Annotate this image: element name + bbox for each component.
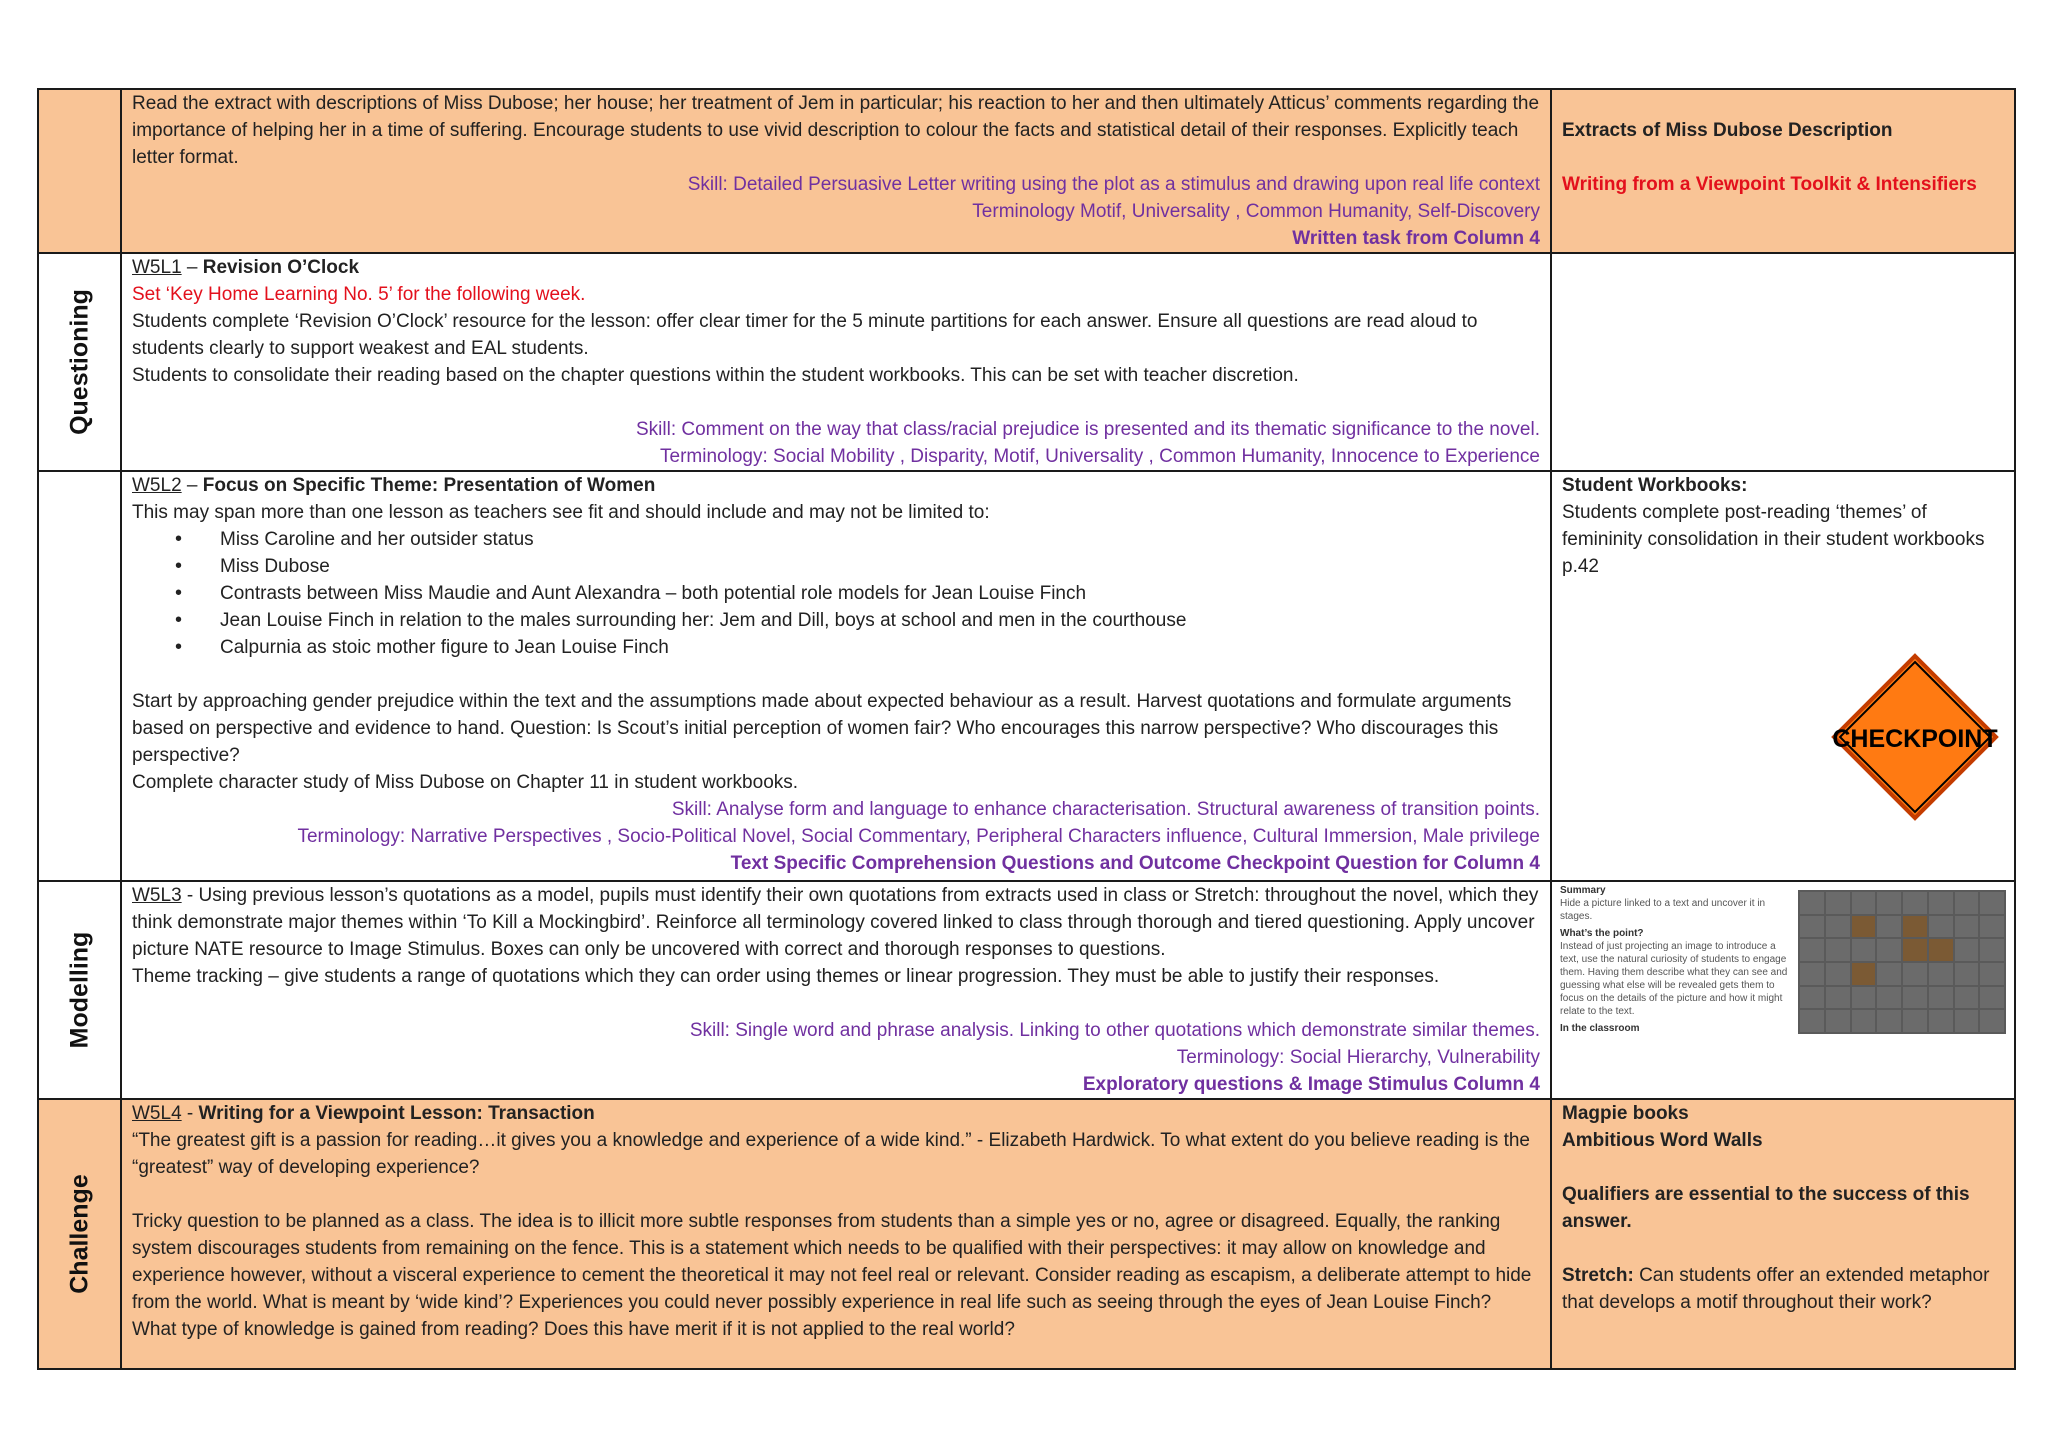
terminology-line: Terminology Motif, Universality , Common Humanity, Self-Discovery (972, 201, 1540, 222)
row-side-cell (38, 89, 121, 253)
lesson-description: Theme tracking – give students a range of quotations which they can order using themes or linear progression. They must be able to justify their responses. (132, 966, 1440, 987)
resources-cell (1551, 89, 2015, 253)
row-side-cell (38, 253, 121, 471)
point-text: Instead of just projecting an image to introduce a text, use the natural curiosity of students to engage them. Having them describe what they can see and guessing what else will be revealed gets them to focus on the details of the picture and how it might relate to the text. (1560, 941, 1788, 1017)
lesson-title: Focus on Specific Theme: Presentation of Women (202, 475, 656, 496)
resource-text: Students complete post-reading ‘themes’ of femininity consolidation in their student workbooks p.42 (1562, 502, 1985, 577)
list-item: • Calpurnia as stoic mother figure to Jean Louise Finch (220, 634, 1540, 661)
lesson-row-w5l4 (38, 1099, 2015, 1369)
resource-qualifiers: Qualifiers are essential to the success of this answer. (1562, 1184, 1970, 1232)
lesson-title: Revision O’Clock (202, 257, 360, 278)
terminology-line: Terminology: Social Hierarchy, Vulnerability (1176, 1047, 1540, 1068)
lesson-quote: “The greatest gift is a passion for reading…it gives you a knowledge and experience of a wide kind.” - Elizabeth Hardwick. To what extent do you believe reading is the “greatest” way of developing experience? (132, 1130, 1530, 1178)
resource-extracts: Extracts of Miss Dubose Description (1562, 120, 1893, 141)
theme-bullet-list (132, 526, 1540, 661)
stretch-text: Can students offer an extended metaphor that develops a motif throughout their work? (1562, 1265, 1990, 1313)
skill-line: Skill: Single word and phrase analysis. Linking to other quotations which demonstrate similar themes. (689, 1020, 1540, 1041)
lesson-row-w5l3 (38, 881, 2015, 1099)
lesson-extra: Complete character study of Miss Dubose on Chapter 11 in student workbooks. (132, 772, 799, 793)
lesson-code: W5L2 (132, 475, 182, 496)
terminology-line: Terminology: Narrative Perspectives , Socio-Political Novel, Social Commentary, Peripheral Characters influence, Cultural Immersion, Male privilege (297, 826, 1540, 847)
resource-toolkit: Writing from a Viewpoint Toolkit & Intensifiers (1562, 174, 1977, 195)
lesson-code: W5L3 (132, 885, 182, 906)
resource-word-walls: Ambitious Word Walls (1562, 1130, 1763, 1151)
side-label-challenge: Challenge (65, 1174, 93, 1294)
lesson-description: Students complete ‘Revision O’Clock’ resource for the lesson: offer clear timer for the 5 minute partitions for each answer. Ensure all questions are read aloud to students clearly to support weakest and EAL students. (132, 311, 1478, 359)
resources-cell (1551, 471, 2015, 881)
uncover-picture-text (1552, 880, 1798, 1058)
side-label-modelling: Modelling (65, 931, 93, 1049)
task-line: Exploratory questions & Image Stimulus Column 4 (1082, 1074, 1540, 1095)
lesson-paragraph: Start by approaching gender prejudice within the text and the assumptions made about expected behaviour as a result. Harvest quotations and formulate arguments based on perspective and evidence to hand. Question: Is Scout’s initial perception of women fair? Who encourages this narrow perspective? Who discourages this perspective? (132, 691, 1512, 766)
resource-magpie: Magpie books (1562, 1103, 1689, 1124)
lesson-code: W5L1 (132, 257, 182, 278)
resource-stretch (1562, 1262, 2004, 1316)
lesson-description: Using previous lesson’s quotations as a model, pupils must identify their own quotations from extracts used in class or Stretch: throughout the novel, which they think demonstrate major themes within ‘To Kill a Mockingbird’. Reinforce all terminology covered linked to class through thorough and tiered questioning. Apply uncover picture NATE resource to Image Stimulus. Boxes can only be uncovered with correct and thorough responses to questions. (132, 885, 1539, 960)
lesson-code: W5L4 (132, 1103, 182, 1124)
side-label-questioning: Questioning (65, 289, 93, 435)
uncover-picture-grid (1798, 890, 2006, 1034)
list-item: • Contrasts between Miss Maudie and Aunt Alexandra – both potential role models for Jean Louise Finch (220, 580, 1540, 607)
uncover-picture-resource (1552, 880, 2014, 1058)
skill-line: Skill: Comment on the way that class/racial prejudice is presented and its thematic significance to the novel. (635, 419, 1540, 440)
resources-cell (1551, 253, 2015, 471)
lesson-row-w5l2 (38, 471, 2015, 881)
task-line: Written task from Column 4 (1292, 228, 1540, 249)
checkpoint-sign-text: CHECKPOINT (1832, 725, 1998, 753)
stretch-label: Stretch: (1562, 1265, 1634, 1286)
lesson-row-letter (38, 89, 2015, 253)
resource-heading: Student Workbooks: (1562, 475, 1748, 496)
lesson-content-cell: W5L3 - Using previous lesson’s quotations as a model, pupils must identify their own quotations from extracts used in class or Stretch: throughout the novel, which they think demonstrate major themes within ‘To Kill a Mockingbird’. Reinforce all terminology covered linked to class through thorough and tiered questioning. Apply uncover picture NATE resource to Image Stimulus. Boxes can only be uncovered with correct and thorough responses to questions. Theme tracking – give students a range of quotations which they can order using themes or linear progression. They must be able to justify their responses. Skill: Single word and phrase analysis. Linking to other quotations which demonstrate similar themes. Terminology: Social Hierarchy, Vulnerability Exploratory questions & Image Stimulus Column 4 (121, 881, 1551, 1099)
checkpoint-icon (1830, 652, 2000, 822)
row-side-cell (38, 1099, 121, 1369)
terminology-line: Terminology: Social Mobility , Disparity, Motif, Universality , Common Humanity, Innocence to Experience (660, 446, 1540, 467)
lesson-content-cell: W5L4 - Writing for a Viewpoint Lesson: Transaction “The greatest gift is a passion for reading…it gives you a knowledge and experience of a wide kind.” - Elizabeth Hardwick. To what extent do you believe reading is the “greatest” way of developing experience? Tricky question to be planned as a class. The idea is to illicit more subtle responses from students than a simple yes or no, agree or disagreed. Equally, the ranking system discourages students from remaining on the fence. This is a statement which needs to be qualified with their perspectives: it may allow on knowledge and experience however, without a visceral experience to cement the theoretical it may not feel real or relevant. Consider reading as escapism, a deliberate attempt to hide from the world. What is meant by ‘wide kind’? Experiences you could never possibly experience in real life such as seeing through the eyes of Jean Louise Finch? What type of knowledge is gained from reading? Does this have merit if it is not applied to the real world? (121, 1099, 1551, 1369)
skill-line: Skill: Detailed Persuasive Letter writing using the plot as a stimulus and drawing upon real life context (687, 174, 1540, 195)
lesson-row-w5l1 (38, 253, 2015, 471)
set-homework-line: Set ‘Key Home Learning No. 5’ for the following week. (132, 284, 586, 305)
resources-cell (1551, 881, 2015, 1099)
lesson-intro: This may span more than one lesson as teachers see fit and should include and may not be limited to: (132, 502, 990, 523)
lesson-description: Read the extract with descriptions of Miss Dubose; her house; her treatment of Jem in particular; his reaction to her and then ultimately Atticus’ comments regarding the importance of helping her in a time of suffering. Encourage students to use vivid description to colour the facts and statistical detail of their responses. Explicitly teach letter format. (132, 93, 1540, 168)
lesson-plan-table (37, 88, 2016, 1370)
lesson-content-cell: W5L1 – Revision O’Clock Set ‘Key Home Learning No. 5’ for the following week. Students complete ‘Revision O’Clock’ resource for the lesson: offer clear timer for the 5 minute partitions for each answer. Ensure all questions are read aloud to students clearly to support weakest and EAL students. Students to consolidate their reading based on the chapter questions within the student workbooks. This can be set with teacher discretion. Skill: Comment on the way that class/racial prejudice is presented and its thematic significance to the novel. Terminology: Social Mobility , Disparity, Motif, Universality , Common Humanity, Innocence to Experience (121, 253, 1551, 471)
lesson-description: Students to consolidate their reading based on the chapter questions within the student workbooks. This can be set with teacher discretion. (132, 365, 1299, 386)
summary-text: Hide a picture linked to a text and uncover it in stages. (1560, 898, 1766, 922)
list-item: • Jean Louise Finch in relation to the males surrounding her: Jem and Dill, boys at school and men in the courthouse (220, 607, 1540, 634)
skill-line: Skill: Analyse form and language to enhance characterisation. Structural awareness of transition points. (671, 799, 1540, 820)
task-line: Text Specific Comprehension Questions and Outcome Checkpoint Question for Column 4 (730, 853, 1540, 874)
lesson-title: Writing for a Viewpoint Lesson: Transaction (198, 1103, 595, 1124)
summary-heading: Summary (1560, 885, 1606, 896)
list-item: • Miss Caroline and her outsider status (220, 526, 1540, 553)
checkpoint-sign (1562, 652, 2004, 822)
resources-cell (1551, 1099, 2015, 1369)
list-item: • Miss Dubose (220, 553, 1540, 580)
lesson-content-cell (121, 89, 1551, 253)
class-heading: In the classroom (1560, 1023, 1640, 1034)
row-side-cell (38, 881, 121, 1099)
point-heading: What’s the point? (1560, 928, 1644, 939)
row-side-cell (38, 471, 121, 881)
lesson-paragraph: Tricky question to be planned as a class. The idea is to illicit more subtle responses from students than a simple yes or no, agree or disagreed. Equally, the ranking system discourages students from remaining on the fence. This is a statement which needs to be qualified with their perspectives: it may allow on knowledge and experience however, without a visceral experience to cement the theoretical it may not feel real or relevant. Consider reading as escapism, a deliberate attempt to hide from the world. What is meant by ‘wide kind’? Experiences you could never possibly experience in real life such as seeing through the eyes of Jean Louise Finch? What type of knowledge is gained from reading? Does this have merit if it is not applied to the real world? (132, 1211, 1532, 1340)
lesson-content-cell: W5L2 – Focus on Specific Theme: Presentation of Women This may span more than one lesson as teachers see fit and should include and may not be limited to: • Miss Caroline and her outsider status • Miss Dubose • Contrasts between Miss Maudie and Aunt Alexandra – both potential role models for Jean Louise Finch • Jean Louise Finch in relation to the males surrounding her: Jem and Dill, boys at school and men in the courthouse • Calpurnia as stoic mother figure to Jean Louise Finch Start by approaching gender prejudice within the text and the assumptions made about expected behaviour as a result. Harvest quotations and formulate arguments based on perspective and evidence to hand. Question: Is Scout’s initial perception of women fair? Who encourages this narrow perspective? Who discourages this perspective? Complete character study of Miss Dubose on Chapter 11 in student workbooks. Skill: Analyse form and language to enhance characterisation. Structural awareness of transition points. Terminology: Narrative Perspectives , Socio-Political Novel, Social Commentary, Peripheral Characters influence, Cultural Immersion, Male privilege Text Specific Comprehension Questions and Outcome Checkpoint Question for Column 4 (121, 471, 1551, 881)
